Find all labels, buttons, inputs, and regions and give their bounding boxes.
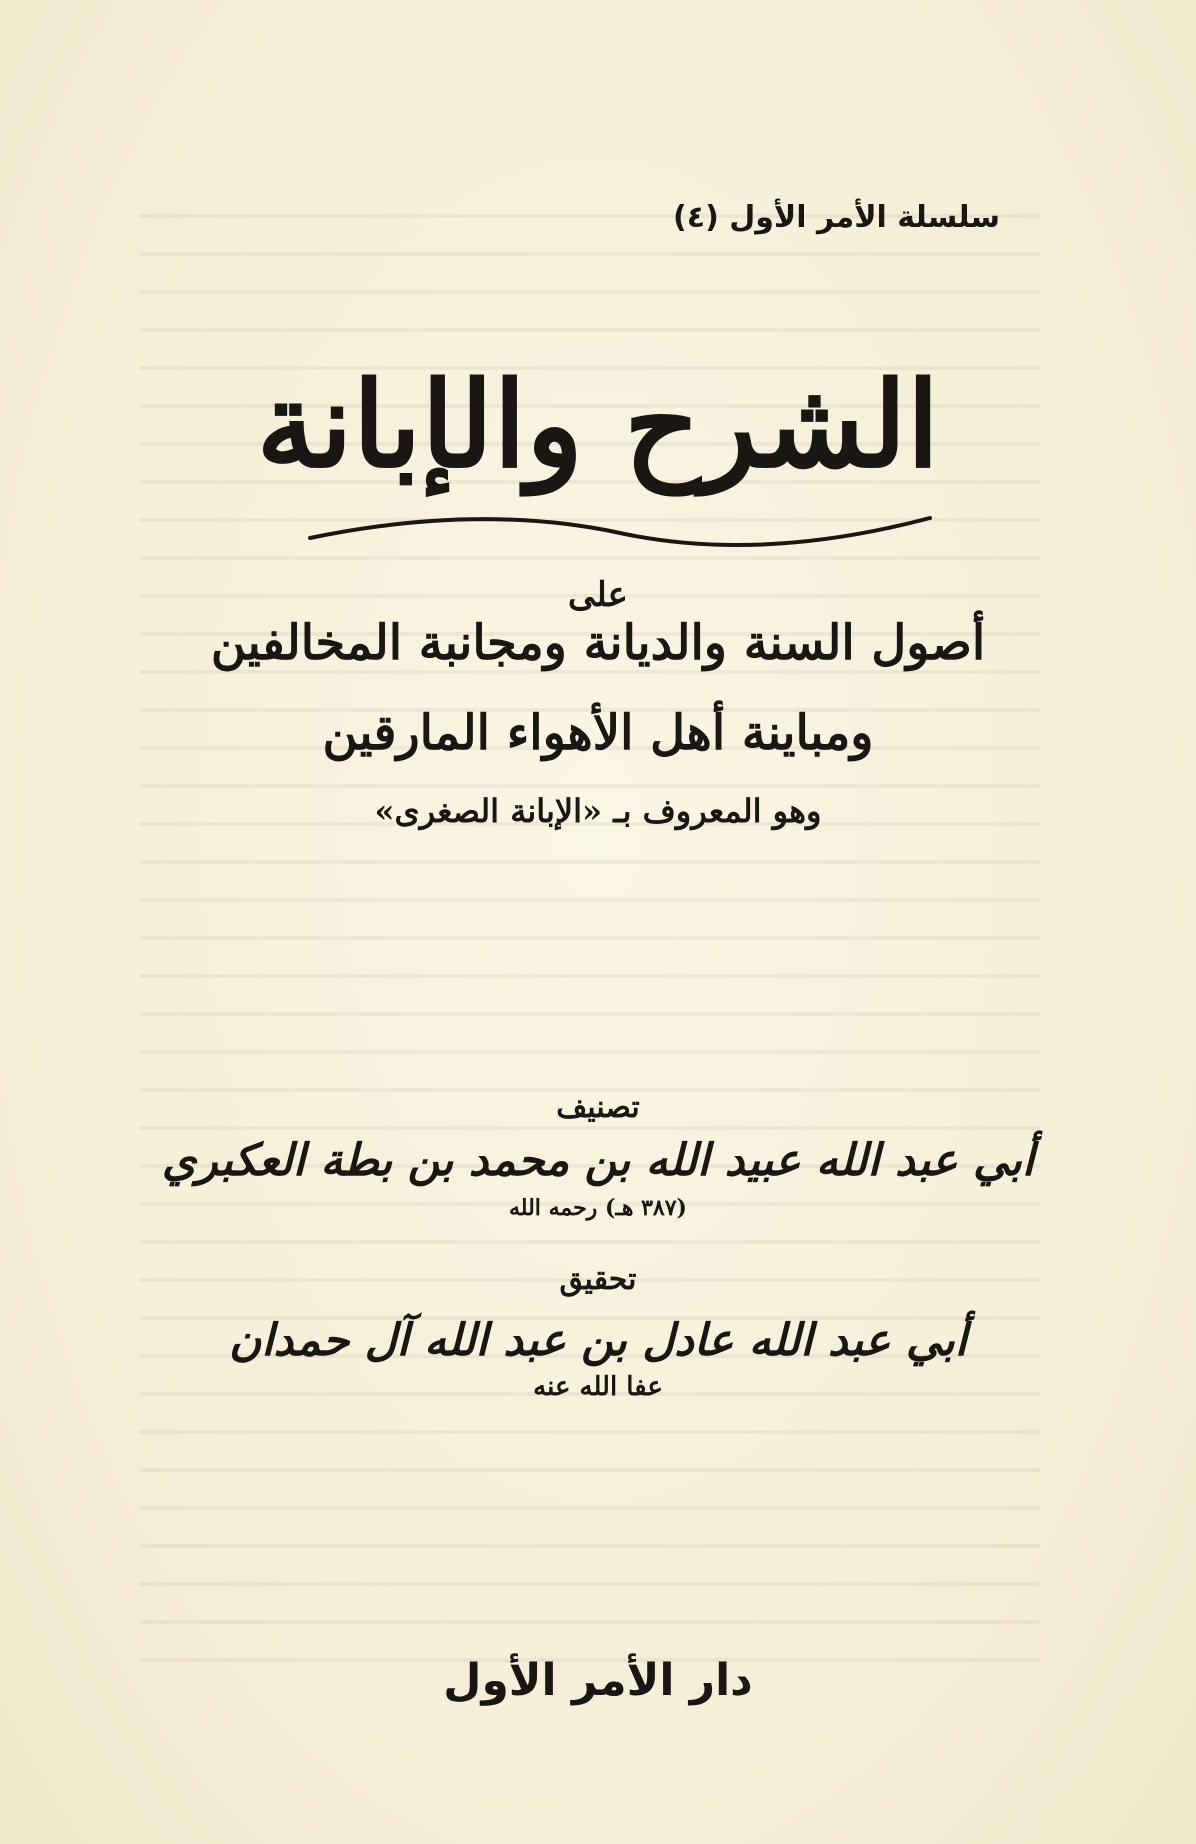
publisher-name: دار الأمر الأول [443, 1655, 753, 1706]
title-swash-ornament [300, 498, 940, 558]
subtitle-line-2: ومباينة أهل الأهواء المارقين [322, 705, 874, 761]
editor-note: عفا الله عنه [533, 1372, 663, 1402]
subtitle-line-1: أصول السنة والديانة ومجانبة المخالفين [210, 615, 986, 671]
author-label: تصنيف [556, 1090, 640, 1125]
book-title: الشرح والإبانة [256, 355, 940, 494]
editor-name: أبي عبد الله عادل بن عبد الله آل حمدان [229, 1315, 967, 1366]
title-connector: على [568, 575, 628, 615]
author-death-date: (٣٨٧ هـ) رحمه الله [509, 1195, 687, 1221]
series-label: سلسلة الأمر الأول (٤) [673, 200, 1000, 235]
editor-label: تحقيق [559, 1262, 637, 1297]
subtitle-line-3: وهو المعروف بـ «الإبانة الصغرى» [374, 792, 822, 830]
author-name: أبي عبد الله عبيد الله بن محمد بن بطة العكبري [161, 1135, 1035, 1186]
